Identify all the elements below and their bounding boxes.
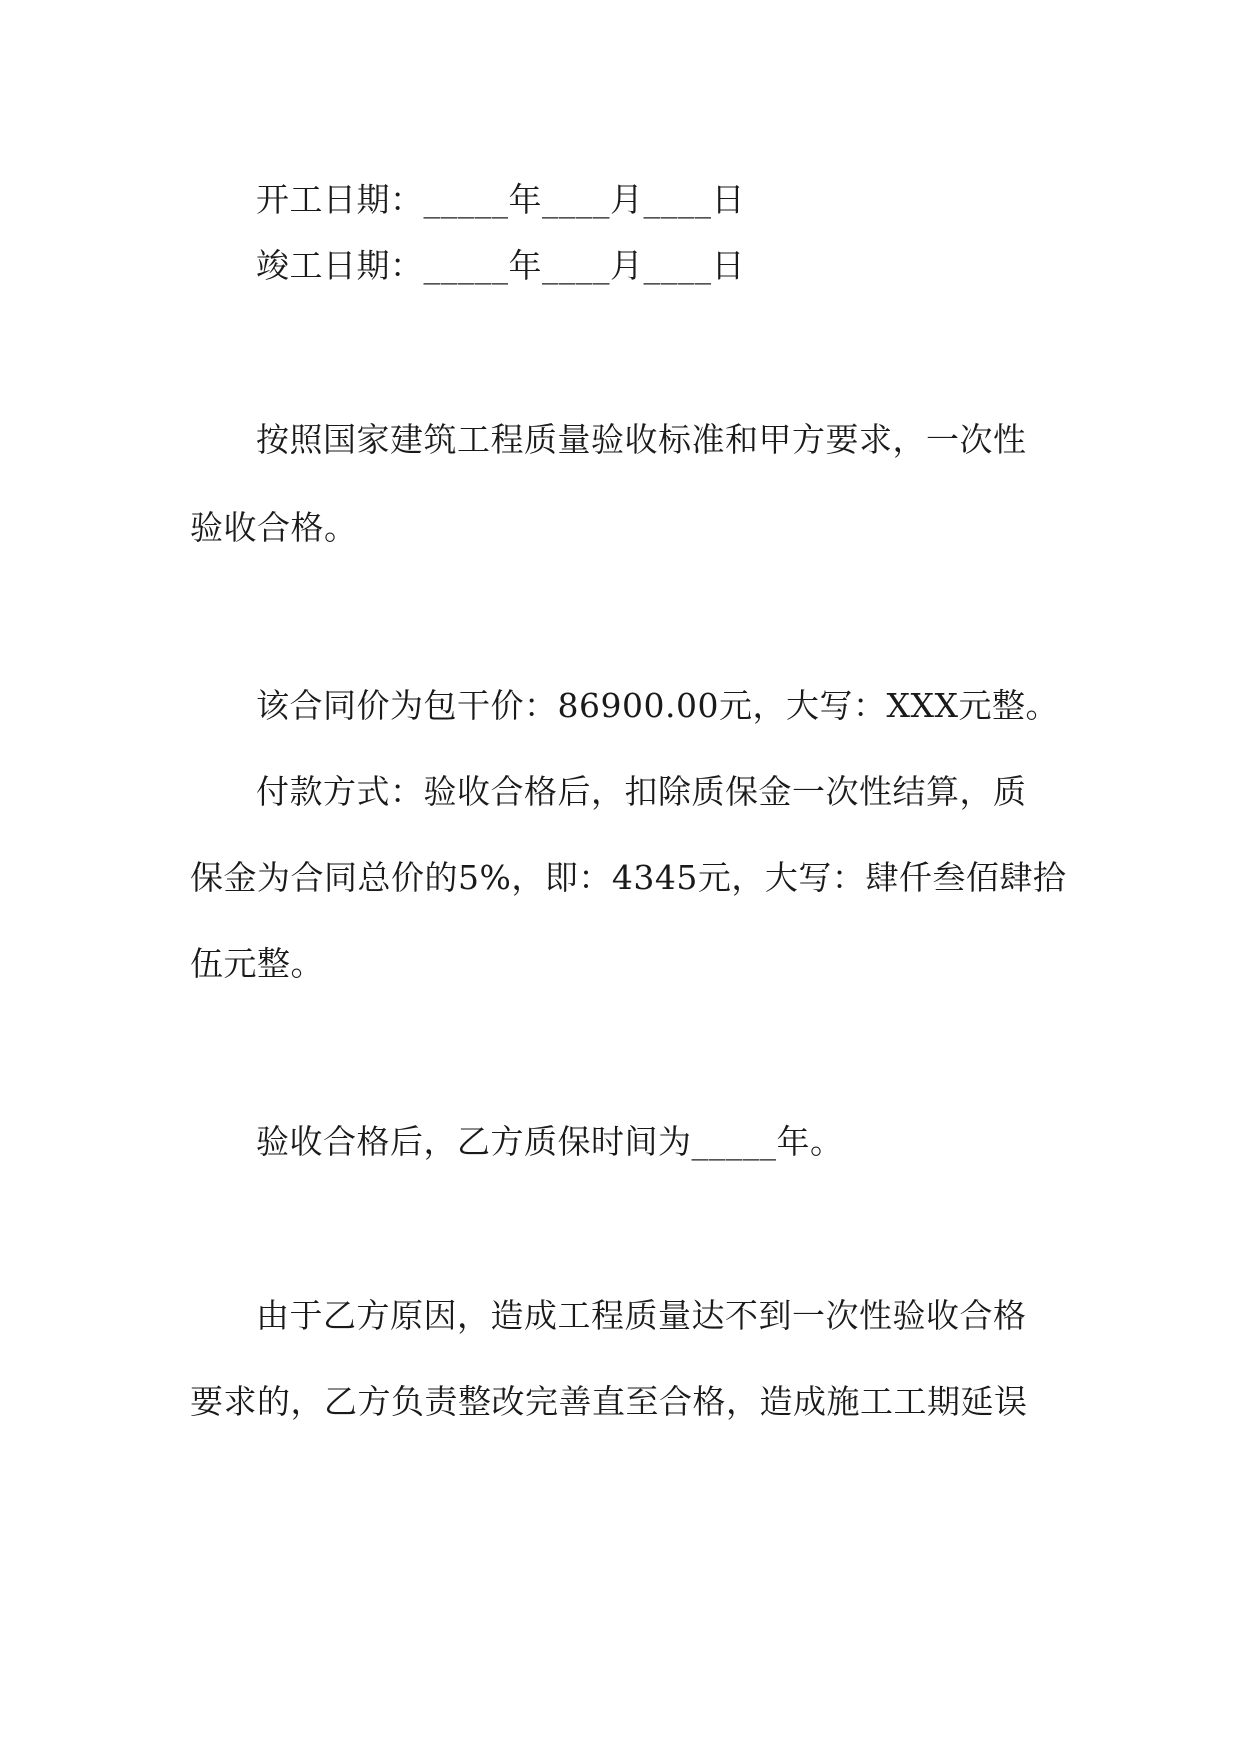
acceptance-paragraph-line-2: 验收合格。 (190, 508, 358, 547)
payment-paragraph-line-2: 保金为合同总价的5%，即：4345元，大写：肆仟叁佰肆拾 (190, 858, 1067, 897)
rectification-paragraph-line-1: 由于乙方原因，造成工程质量达不到一次性验收合格 (256, 1296, 1027, 1335)
rectification-paragraph-line-2: 要求的，乙方负责整改完善直至合格，造成施工工期延误 (190, 1382, 1028, 1421)
payment-paragraph-line-3: 伍元整。 (190, 944, 324, 983)
contract-price-line: 该合同价为包干价：86900.00元，大写：XXX元整。 (256, 686, 1059, 725)
start-date-line: 开工日期：_____年____月____日 (256, 180, 745, 219)
warranty-period-line: 验收合格后，乙方质保时间为_____年。 (256, 1122, 844, 1161)
completion-date-line: 竣工日期：_____年____月____日 (256, 246, 745, 285)
acceptance-paragraph-line-1: 按照国家建筑工程质量验收标准和甲方要求，一次性 (256, 420, 1027, 459)
payment-paragraph-line-1: 付款方式：验收合格后，扣除质保金一次性结算，质 (256, 772, 1027, 811)
